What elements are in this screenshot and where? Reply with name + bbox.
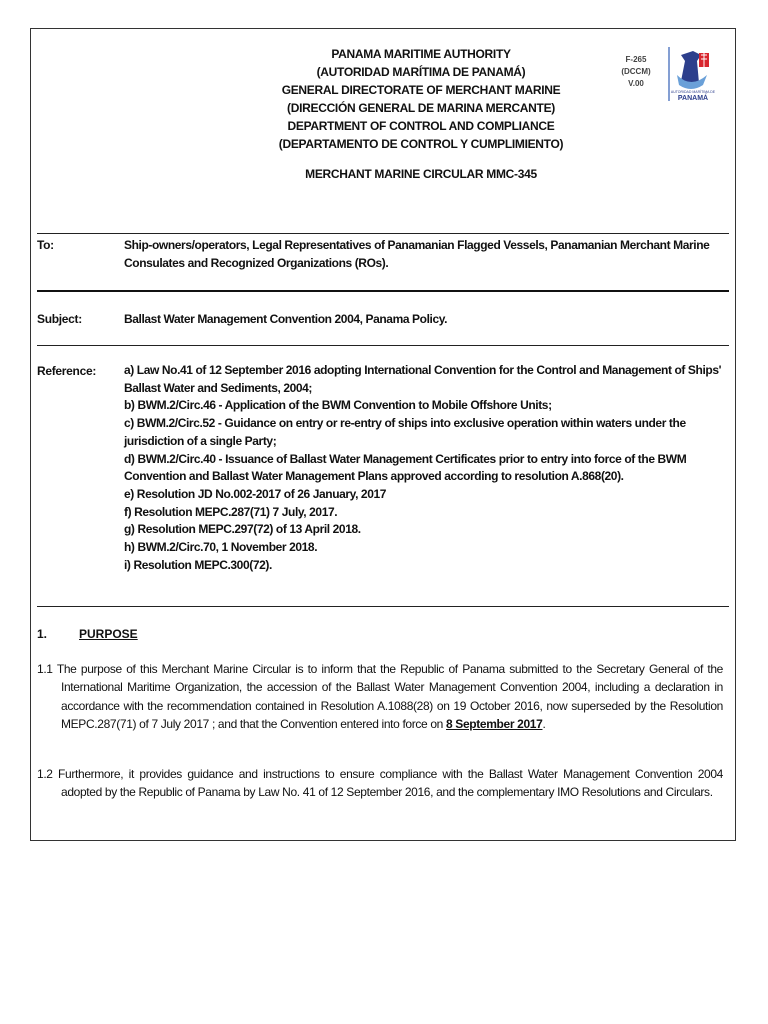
reference-item: f) Resolution MEPC.287(71) 7 July, 2017.: [124, 504, 338, 519]
header-line: (DEPARTAMENTO DE CONTROL Y CUMPLIMIENTO): [278, 137, 564, 151]
form-department: (DCCM): [621, 67, 651, 76]
to-label: To:: [37, 238, 54, 252]
document-page: [30, 28, 736, 841]
divider: [37, 290, 729, 292]
form-version: V.00: [628, 79, 644, 88]
divider: [37, 606, 729, 607]
reference-item: a) Law No.41 of 12 September 2016 adopting International Convention for the Control and Management of Ships' Ballast Water and Sediments, 2004;: [124, 363, 722, 395]
paragraph-1-1: [37, 660, 723, 734]
header-line: PANAMA MARITIME AUTHORITY: [331, 47, 511, 61]
reference-item: b) BWM.2/Circ.46 - Application of the BWM Convention to Mobile Offshore Units;: [124, 398, 552, 413]
header-line: GENERAL DIRECTORATE OF MERCHANT MARINE: [281, 83, 561, 97]
divider: [37, 233, 729, 234]
entry-into-force-date: 8 September 2017: [446, 717, 543, 732]
divider: [37, 345, 729, 346]
reference-item: e) Resolution JD No.002-2017 of 26 January, 2017: [124, 486, 387, 501]
reference-item: g) Resolution MEPC.297(72) of 13 April 2018.: [124, 522, 361, 537]
subject-value: Ballast Water Management Convention 2004, Panama Policy.: [124, 312, 448, 326]
form-number: F-265: [625, 55, 647, 64]
svg-text:AUTORIDAD MARÍTIMA DE: AUTORIDAD MARÍTIMA DE: [670, 90, 716, 94]
reference-item: d) BWM.2/Circ.40 - Issuance of Ballast Water Management Certificates prior to entry into force of the BWM Convention and Ballast Water Management Plans approved according to resolution A.868(20).: [124, 451, 687, 484]
header-line: (AUTORIDAD MARÍTIMA DE PANAMÁ): [316, 65, 526, 79]
form-code: [616, 54, 656, 90]
panama-maritime-logo-icon: [667, 45, 719, 103]
section-title: PURPOSE: [79, 627, 138, 641]
svg-text:PANAMÁ: PANAMÁ: [677, 95, 709, 102]
paragraph-1-2: 1.2 Furthermore, it provides guidance and instructions to ensure compliance with the Ballast Water Management Convention 2004 adopted by the Republic of Panama by Law No. 41 of 12 September 2016, and the complementary IMO Resolutions and Circulars.: [37, 767, 723, 800]
circular-title: MERCHANT MARINE CIRCULAR MMC-345: [305, 167, 537, 181]
paragraph-end: .: [542, 717, 546, 732]
reference-item: h) BWM.2/Circ.70, 1 November 2018.: [124, 540, 318, 555]
subject-label: Subject:: [37, 312, 82, 326]
authority-header: [231, 45, 611, 153]
to-value: Ship-owners/operators, Legal Representatives of Panamanian Flagged Vessels, Panamanian Merchant Marine Consulates and Recognized Organizations (ROs).: [124, 238, 710, 270]
paragraph-text: 1.1 The purpose of this Merchant Marine Circular is to inform that the Republic of Panama submitted to the Secretary General of the International Maritime Organization, the accession of the Ballast Water Management Convention 2004, including a declaration in accordance with the recommendation contained in Resolution A.1088(28) on 19 October 2016, now superseded by the Resolution MEPC.287(71) of 7 July 2017 ; and that the Convention entered into force on: [37, 662, 723, 732]
reference-item: c) BWM.2/Circ.52 - Guidance on entry or re-entry of ships into exclusive operation within waters under the jurisdiction of a single Party;: [124, 416, 686, 448]
header-line: (DIRECCIÓN GENERAL DE MARINA MERCANTE): [287, 101, 555, 115]
reference-item: i) Resolution MEPC.300(72).: [124, 557, 272, 572]
section-heading: [37, 627, 138, 641]
reference-list: [124, 362, 724, 574]
header-line: DEPARTMENT OF CONTROL AND COMPLIANCE: [287, 119, 555, 133]
section-number: 1.: [37, 627, 48, 641]
reference-label: Reference:: [37, 364, 97, 378]
